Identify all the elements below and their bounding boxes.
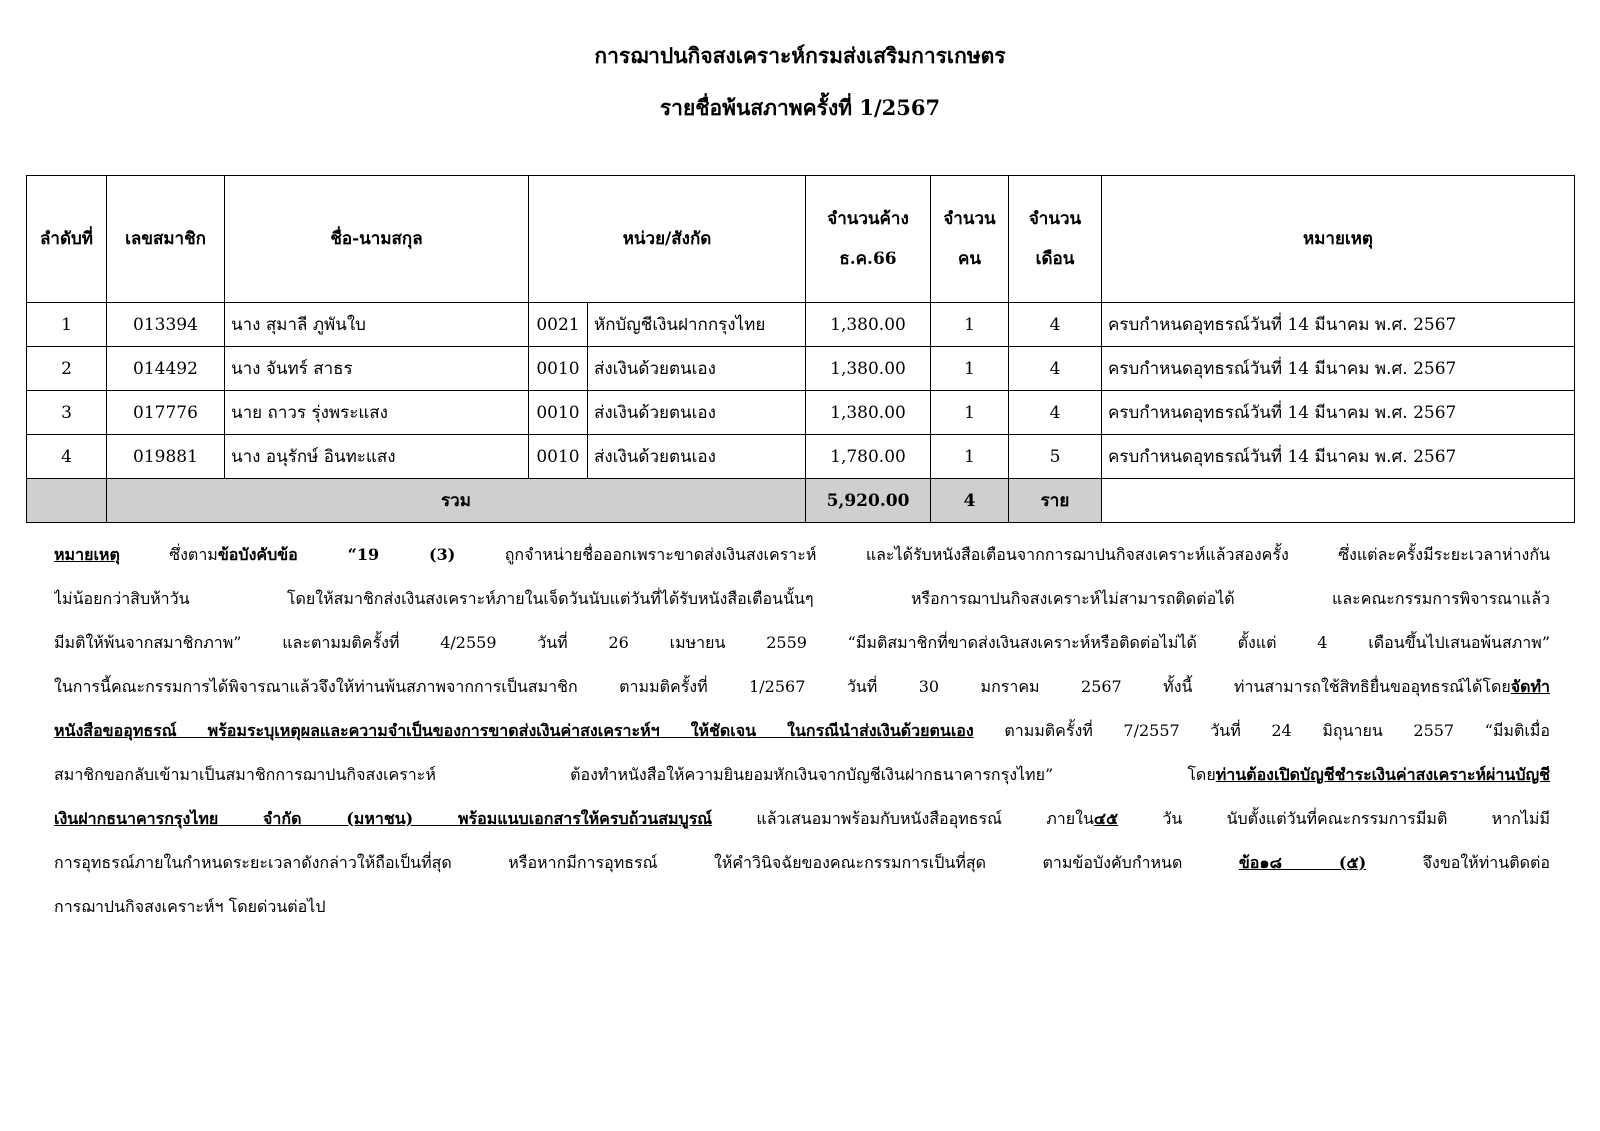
cell-remark: ครบกำหนดอุทธรณ์วันที่ 14 มีนาคม พ.ศ. 2567 — [1102, 391, 1575, 435]
header-months-line1: จำนวน — [1028, 209, 1082, 229]
cell-seq: 1 — [27, 303, 107, 347]
header-outstanding-line2: ธ.ค.66 — [839, 249, 897, 269]
cell-months: 4 — [1009, 347, 1102, 391]
total-row — [27, 479, 1575, 523]
notes-text: ในการนี้คณะกรรมการได้พิจารณาแล้วจึงให้ท่านพ้นสภาพจากการเป็นสมาชิก ตามมติครั้งที่ 1/2567 วันที่ 30 มกราคม 2567 ทั้งนี้ ท่านสามารถใช้สิทธิยื่นขออุทธรณ์ได้โดย — [54, 677, 1511, 696]
header-seq: ลำดับที่ — [27, 176, 107, 303]
cell-unit-name: ส่งเงินด้วยตนเอง — [588, 347, 806, 391]
table-row — [27, 391, 1575, 435]
cell-remark: ครบกำหนดอุทธรณ์วันที่ 14 มีนาคม พ.ศ. 2567 — [1102, 303, 1575, 347]
notes-line — [54, 753, 1550, 797]
cell-member-no: 014492 — [107, 347, 225, 391]
notes-line — [54, 665, 1550, 709]
notes-line: มีมติให้พ้นจากสมาชิกภาพ” และตามมติครั้งที่ 4/2559 วันที่ 26 เมษายน 2559 “มีมติสมาชิกที่ขาดส่งเงินสงเคราะห์หรือติดต่อไม่ได้ ตั้งแต่ 4 เดือนขึ้นไปเสนอพ้นสภาพ” — [54, 633, 1550, 652]
total-remark-blank — [1102, 479, 1575, 523]
notes-line — [54, 841, 1550, 885]
cell-unit-code: 0010 — [529, 391, 588, 435]
header-member-no: เลขสมาชิก — [107, 176, 225, 303]
header-months-line2: เดือน — [1035, 249, 1075, 269]
table-header-row — [27, 176, 1575, 303]
cell-unit-code: 0010 — [529, 347, 588, 391]
cell-seq: 3 — [27, 391, 107, 435]
notes-line: การฌาปนกิจสงเคราะห์ฯ โดยด่วนต่อไป — [54, 897, 326, 916]
header-persons — [931, 176, 1009, 303]
cell-unit-code: 0010 — [529, 435, 588, 479]
cell-persons: 1 — [931, 391, 1009, 435]
table-row — [27, 303, 1575, 347]
header-outstanding-line1: จำนวนค้าง — [827, 209, 909, 229]
notes-text: สมาชิกขอกลับเข้ามาเป็นสมาชิกการฌาปนกิจสงเคราะห์ ต้องทำหนังสือให้ความยินยอมหักเงินจากบัญชีเงินฝากธนาคารกรุงไทย” โดย — [54, 765, 1216, 784]
cell-months: 4 — [1009, 391, 1102, 435]
cell-member-no: 013394 — [107, 303, 225, 347]
total-amount: 5,920.00 — [806, 479, 931, 523]
cell-amount: 1,380.00 — [806, 391, 931, 435]
cell-months: 5 — [1009, 435, 1102, 479]
notes-line — [54, 797, 1550, 841]
header-name: ชื่อ-นามสกุล — [225, 176, 529, 303]
notes-emphasis: ท่านต้องเปิดบัญชีชำระเงินค่าสงเคราะห์ผ่านบัญชี — [1215, 765, 1550, 784]
notes-line: ไม่น้อยกว่าสิบห้าวัน โดยให้สมาชิกส่งเงินสงเคราะห์ภายในเจ็ดวันนับแต่วันที่ได้รับหนังสือเตือนนั้นๆ หรือการฌาปนกิจสงเคราะห์ไม่สามารถติดต่อได้ และคณะกรรมการพิจารณาแล้ว — [54, 589, 1550, 608]
notes-text: แล้วเสนอมาพร้อมกับหนังสืออุทธรณ์ ภายใน — [712, 809, 1094, 828]
cell-name: นาง สุมาลี ภูพันใบ — [225, 303, 529, 347]
total-persons: 4 — [931, 479, 1009, 523]
total-blank-cell — [27, 479, 107, 523]
header-outstanding — [806, 176, 931, 303]
document-subtitle: รายชื่อพ้นสภาพครั้งที่ 1/2567 — [659, 95, 941, 120]
notes-emphasis: เงินฝากธนาคารกรุงไทย จำกัด (มหาชน) พร้อมแนบเอกสารให้ครบถ้วนสมบูรณ์ — [54, 809, 713, 828]
cell-unit-name: ส่งเงินด้วยตนเอง — [588, 435, 806, 479]
notes-days: ๔๕ — [1093, 809, 1119, 828]
cell-name: นาย ถาวร รุ่งพระแสง — [225, 391, 529, 435]
cell-amount: 1,380.00 — [806, 303, 931, 347]
table-row — [27, 435, 1575, 479]
table-row — [27, 347, 1575, 391]
cell-seq: 4 — [27, 435, 107, 479]
notes-regulation-ref: ข้อบังคับข้อ “19 (3) — [217, 545, 456, 564]
total-unit: ราย — [1009, 479, 1102, 523]
cell-seq: 2 — [27, 347, 107, 391]
cell-member-no: 017776 — [107, 391, 225, 435]
cell-unit-code: 0021 — [529, 303, 588, 347]
header-unit: หน่วย/สังกัด — [529, 176, 806, 303]
header-persons-line2: คน — [958, 249, 981, 269]
cell-persons: 1 — [931, 435, 1009, 479]
total-label: รวม — [107, 479, 806, 523]
notes-text: การอุทธรณ์ภายในกำหนดระยะเวลาดังกล่าวให้ถือเป็นที่สุด หรือหากมีการอุทธรณ์ ให้คำวินิจฉัยของคณะกรรมการเป็นที่สุด ตามข้อบังคับกำหนด — [54, 853, 1239, 872]
cell-member-no: 019881 — [107, 435, 225, 479]
header-months — [1009, 176, 1102, 303]
cell-name: นาง จันทร์ สาธร — [225, 347, 529, 391]
cell-persons: 1 — [931, 303, 1009, 347]
notes-text: จึงขอให้ท่านติดต่อ — [1366, 853, 1550, 872]
cell-unit-name: ส่งเงินด้วยตนเอง — [588, 391, 806, 435]
member-table — [26, 175, 1575, 523]
notes-text: ถูกจำหน่ายชื่อออกเพราะขาดส่งเงินสงเคราะห์ และได้รับหนังสือเตือนจากการฌาปนกิจสงเคราะห์แล้วสองครั้ง ซึ่งแต่ละครั้งมีระยะเวลาห่างกัน — [455, 545, 1550, 564]
notes-label: หมายเหตุ — [54, 545, 120, 564]
notes-text: ซึ่งตาม — [119, 545, 218, 564]
notes-line — [54, 533, 1550, 577]
cell-unit-name: หักบัญชีเงินฝากกรุงไทย — [588, 303, 806, 347]
cell-remark: ครบกำหนดอุทธรณ์วันที่ 14 มีนาคม พ.ศ. 2567 — [1102, 435, 1575, 479]
notes-text: วัน นับตั้งแต่วันที่คณะกรรมการมีมติ หากไม่มี — [1118, 809, 1550, 828]
header-remark: หมายเหตุ — [1102, 176, 1575, 303]
cell-amount: 1,780.00 — [806, 435, 931, 479]
cell-amount: 1,380.00 — [806, 347, 931, 391]
notes-paragraph — [54, 533, 1550, 929]
notes-emphasis: จัดทำ — [1510, 677, 1550, 696]
cell-months: 4 — [1009, 303, 1102, 347]
notes-clause-ref: ข้อ๑๘ (๕) — [1238, 853, 1367, 872]
header-persons-line1: จำนวน — [943, 209, 996, 229]
notes-emphasis: หนังสือขออุทธรณ์ พร้อมระบุเหตุผลและความจำเป็นของการขาดส่งเงินค่าสงเคราะห์ฯ ให้ชัดเจน ในกรณีนำส่งเงินด้วยตนเอง — [54, 721, 974, 740]
cell-persons: 1 — [931, 347, 1009, 391]
cell-name: นาง อนุรักษ์ อินทะแสง — [225, 435, 529, 479]
document-title: การฌาปนกิจสงเคราะห์กรมส่งเสริมการเกษตร — [594, 43, 1006, 68]
notes-line — [54, 709, 1550, 753]
cell-remark: ครบกำหนดอุทธรณ์วันที่ 14 มีนาคม พ.ศ. 2567 — [1102, 347, 1575, 391]
notes-text: ตามมติครั้งที่ 7/2557 วันที่ 24 มิถุนายน 2557 “มีมติเมื่อ — [973, 721, 1550, 740]
